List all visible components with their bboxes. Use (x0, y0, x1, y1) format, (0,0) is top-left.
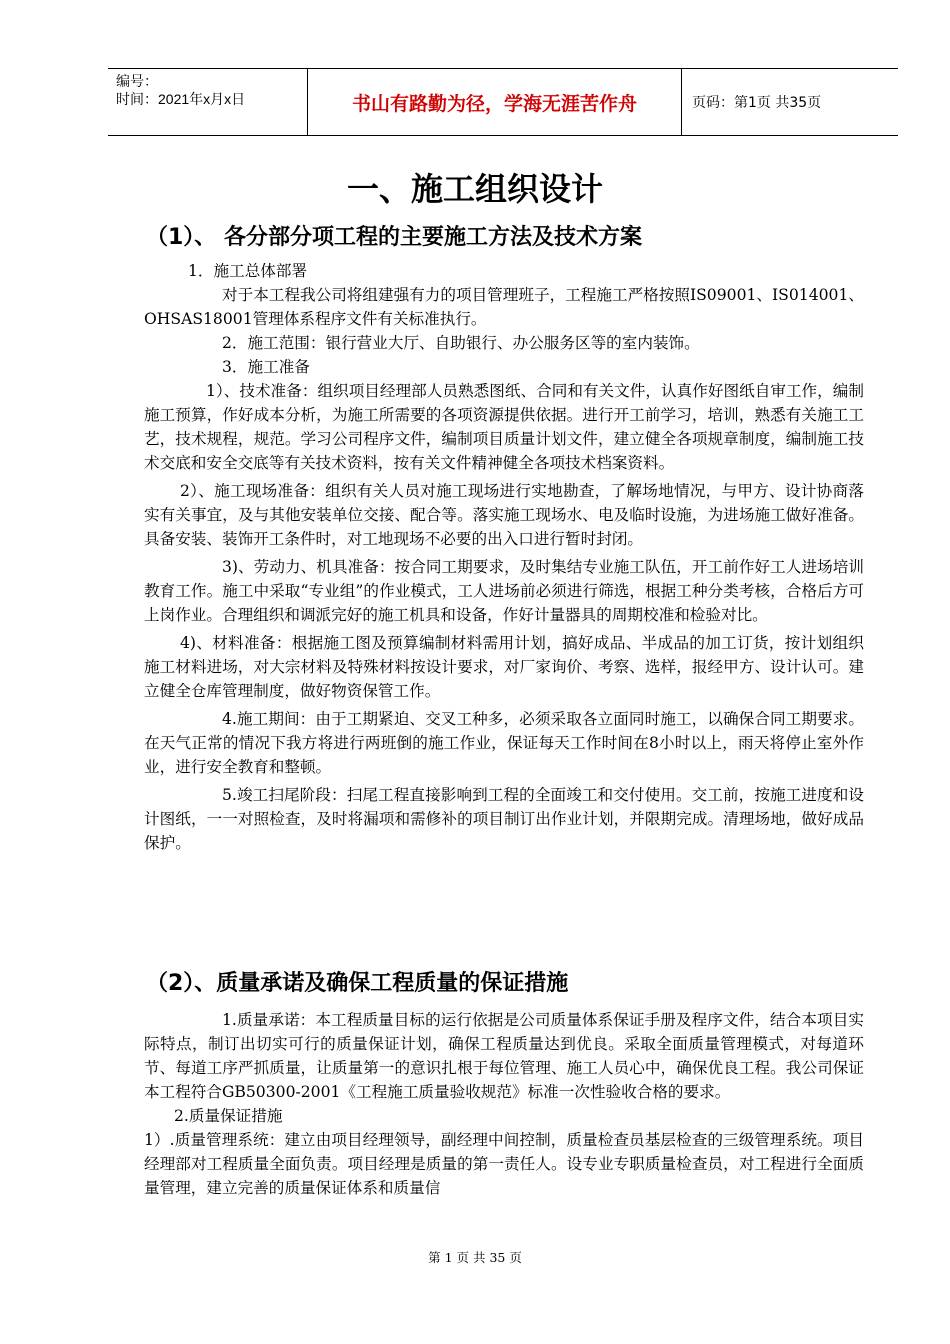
paragraph: 3．施工准备 (222, 358, 310, 376)
page-footer: 第 1 页 共 35 页 (428, 1250, 522, 1265)
document-title: 一、施工组织设计 (346, 170, 603, 208)
paragraph: 对于本工程我公司将组建强有力的项目管理班子，工程施工严格按照IS09001、IS014001、OHSAS18001管理体系程序文件有关标准执行。 (144, 286, 864, 328)
paragraph: 2.质量保证措施 (174, 1107, 283, 1125)
paragraph: 4.施工期间：由于工期紧迫、交叉工种多，必须采取各立面同时施工，以确保合同工期要求。在天气正常的情况下我方将进行两班倒的施工作业，保证每天工作时间在8小时以上，雨天将停止室外作业，进行安全教育和整顿。 (144, 710, 864, 776)
motto: 书山有路勤为径，学海无涯苦作舟 (308, 69, 682, 135)
paragraph: 1.质量承诺：本工程质量目标的运行依据是公司质量体系保证手册及程序文件，结合本项目实际特点，制订出切实可行的质量保证计划，确保工程质量达到优良。采取全面质量管理模式，对每道环节、每道工序严抓质量，让质量第一的意识扎根于每位管理、施工人员心中，确保优良工程。我公司保证本工程符合GB50300-2001《工程施工质量验收规范》标准一次性验收合格的要求。 (144, 1011, 864, 1101)
paragraph: 5.竣工扫尾阶段：扫尾工程直接影响到工程的全面竣工和交付使用。交工前，按施工进度和设计图纸，一一对照检查，及时将漏项和需修补的项目制订出作业计划，并限期完成。清理场地，做好成品保护。 (144, 786, 864, 852)
paragraph: 2）、施工现场准备：组织有关人员对施工现场进行实地勘查，了解场地情况，与甲方、设计协商落实有关事宜，及与其他安装单位交接、配合等。落实施工现场水、电及临时设施，为进场施工做好准备。具备安装、装饰开工条件时，对工地现场不必要的出入口进行暂时封闭。 (144, 482, 864, 548)
paragraph: 1）.质量管理系统：建立由项目经理领导，副经理中间控制，质量检查员基层检查的三级管理系统。项目经理部对工程质量全面负责。项目经理是质量的第一责任人。设专业专职质量检查员，对工程进行全面质量管理，建立完善的质量保证体系和质量信 (144, 1131, 864, 1197)
paragraph: 1）、技术准备：组织项目经理部人员熟悉图纸、合同和有关文件，认真作好图纸自审工作，编制施工预算，作好成本分析，为施工所需要的各项资源提供依据。进行开工前学习，培训，熟悉有关施工工艺，技术规程，规范。学习公司程序文件，编制项目质量计划文件，建立健全各项规章制度，编制施工技术交底和安全交底等有关技术资料，按有关文件精神健全各项技术档案资料。 (144, 382, 864, 472)
paragraph: 3)、劳动力、机具准备：按合同工期要求，及时集结专业施工队伍，开工前作好工人进场培训教育工作。施工中采取“专业组”的作业模式，工人进场前必须进行筛选，根据工种分类考核，合格后方可上岗作业。合理组织和调派完好的施工机具和设备，作好计量器具的周期校准和检验对比。 (144, 558, 864, 624)
section1-heading: （1）、 各分部分项工程的主要施工方法及技术方案 (146, 225, 642, 250)
header-left-cell (108, 69, 308, 135)
page-info: 页码：第1页 共35页 (692, 95, 822, 111)
section1-body (144, 259, 864, 855)
header-table (108, 68, 898, 136)
paragraph: 1．施工总体部署 (188, 262, 308, 280)
date-label: 时间：2021年x月x日 (116, 91, 246, 107)
section2-heading: （2）、质量承诺及确保工程质量的保证措施 (146, 971, 569, 996)
paragraph: 4)、材料准备：根据施工图及预算编制材料需用计划，搞好成品、半成品的加工订货，按计划组织施工材料进场，对大宗材料及特殊材料按设计要求，对厂家询价、考察、选样，报经甲方、设计认可。建立健全仓库管理制度，做好物资保管工作。 (144, 634, 864, 700)
section2-body (144, 1008, 864, 1200)
paragraph: 2．施工范围：银行营业大厅、自助银行、办公服务区等的室内装饰。 (222, 334, 700, 352)
number-label: 编号： (116, 73, 158, 89)
